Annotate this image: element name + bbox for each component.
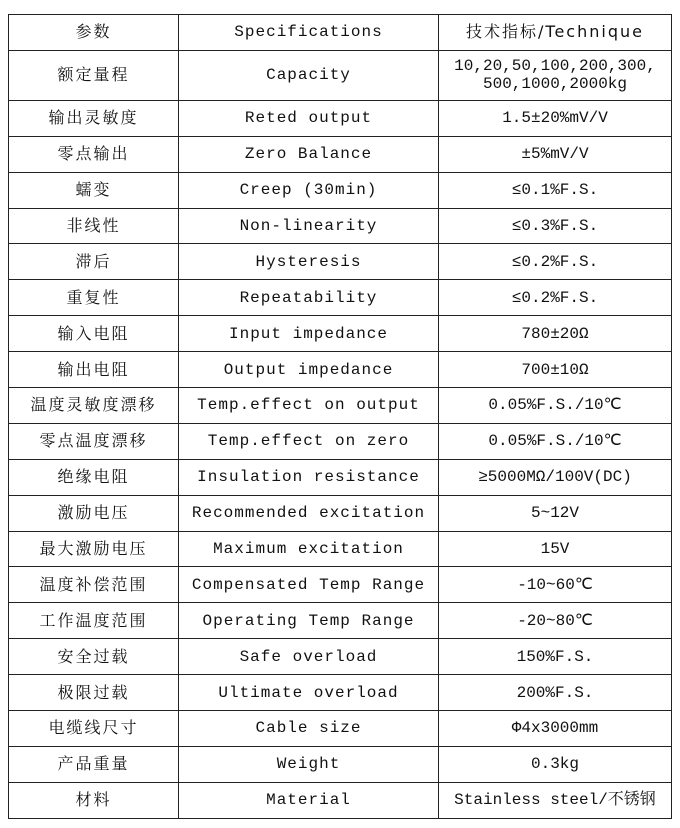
- param-cn: 激励电压: [9, 495, 179, 531]
- table-row: [9, 136, 672, 172]
- param-value: -10~60℃: [439, 567, 672, 603]
- param-en: Material: [179, 782, 439, 818]
- param-value: Stainless steel/不锈钢: [439, 782, 672, 818]
- param-cn: 输入电阻: [9, 316, 179, 352]
- param-cn: 温度补偿范围: [9, 567, 179, 603]
- param-value: [439, 50, 672, 100]
- param-value: -20~80℃: [439, 603, 672, 639]
- param-cn: 绝缘电阻: [9, 459, 179, 495]
- param-cn: 工作温度范围: [9, 603, 179, 639]
- table-row: [9, 208, 672, 244]
- param-en: Capacity: [179, 50, 439, 100]
- header-tech: 技术指标/Technique: [439, 15, 672, 51]
- param-value: ≤0.2%F.S.: [439, 244, 672, 280]
- param-en: Cable size: [179, 711, 439, 747]
- table-row: [9, 388, 672, 424]
- param-en: Maximum excitation: [179, 531, 439, 567]
- param-value-line1: 10,20,50,100,200,300,: [454, 57, 656, 76]
- table-row: [9, 603, 672, 639]
- table-row: [9, 531, 672, 567]
- header-spec: Specifications: [179, 15, 439, 51]
- param-en: Temp.effect on zero: [179, 423, 439, 459]
- param-cn: 材料: [9, 782, 179, 818]
- table-row: [9, 100, 672, 136]
- param-value: 200%F.S.: [439, 675, 672, 711]
- param-value: ≤0.3%F.S.: [439, 208, 672, 244]
- param-cn: 滞后: [9, 244, 179, 280]
- param-value: 780±20Ω: [439, 316, 672, 352]
- table-row: [9, 280, 672, 316]
- table-row: [9, 495, 672, 531]
- param-en: Operating Temp Range: [179, 603, 439, 639]
- param-value: 0.05%F.S./10℃: [439, 388, 672, 424]
- header-param: 参数: [9, 15, 179, 51]
- table-row: [9, 423, 672, 459]
- table-row: [9, 244, 672, 280]
- param-cn: 零点温度漂移: [9, 423, 179, 459]
- param-value: Φ4x3000mm: [439, 711, 672, 747]
- param-value: 15V: [439, 531, 672, 567]
- param-en: Repeatability: [179, 280, 439, 316]
- param-value: 1.5±20%mV/V: [439, 100, 672, 136]
- param-en: Ultimate overload: [179, 675, 439, 711]
- param-en: Compensated Temp Range: [179, 567, 439, 603]
- param-cn: 安全过载: [9, 639, 179, 675]
- table-row: [9, 746, 672, 782]
- param-en: Weight: [179, 746, 439, 782]
- param-cn: 零点输出: [9, 136, 179, 172]
- param-cn: 蠕变: [9, 172, 179, 208]
- param-cn: 温度灵敏度漂移: [9, 388, 179, 424]
- param-value: 0.05%F.S./10℃: [439, 423, 672, 459]
- param-en: Zero Balance: [179, 136, 439, 172]
- param-cn: 极限过载: [9, 675, 179, 711]
- param-en: Temp.effect on output: [179, 388, 439, 424]
- param-cn: 电缆线尺寸: [9, 711, 179, 747]
- table-row: [9, 316, 672, 352]
- spec-table: [8, 14, 672, 819]
- param-value: 150%F.S.: [439, 639, 672, 675]
- table-row: [9, 567, 672, 603]
- param-en: Safe overload: [179, 639, 439, 675]
- param-cn: 重复性: [9, 280, 179, 316]
- param-cn: 产品重量: [9, 746, 179, 782]
- param-en: Hysteresis: [179, 244, 439, 280]
- param-value: ≥5000MΩ/100V(DC): [439, 459, 672, 495]
- param-en: Non-linearity: [179, 208, 439, 244]
- param-value-line2: 500,1000,2000kg: [482, 75, 628, 94]
- param-cn: 非线性: [9, 208, 179, 244]
- param-value: ≤0.2%F.S.: [439, 280, 672, 316]
- param-value: 5~12V: [439, 495, 672, 531]
- header-row: [9, 15, 672, 51]
- param-en: Input impedance: [179, 316, 439, 352]
- table-row: [9, 711, 672, 747]
- param-value: ≤0.1%F.S.: [439, 172, 672, 208]
- table-row: [9, 675, 672, 711]
- param-en: Recommended excitation: [179, 495, 439, 531]
- param-cn: 最大激励电压: [9, 531, 179, 567]
- table-row: [9, 639, 672, 675]
- table-row: [9, 172, 672, 208]
- param-en: Insulation resistance: [179, 459, 439, 495]
- param-value: ±5%mV/V: [439, 136, 672, 172]
- table-row: [9, 782, 672, 818]
- param-en: Reted output: [179, 100, 439, 136]
- param-cn: 输出灵敏度: [9, 100, 179, 136]
- param-en: Creep (30min): [179, 172, 439, 208]
- param-cn: 额定量程: [9, 50, 179, 100]
- table-row: [9, 50, 672, 100]
- param-value: 0.3kg: [439, 746, 672, 782]
- param-en: Output impedance: [179, 352, 439, 388]
- table-row: [9, 459, 672, 495]
- table-row: [9, 352, 672, 388]
- param-value: 700±10Ω: [439, 352, 672, 388]
- param-cn: 输出电阻: [9, 352, 179, 388]
